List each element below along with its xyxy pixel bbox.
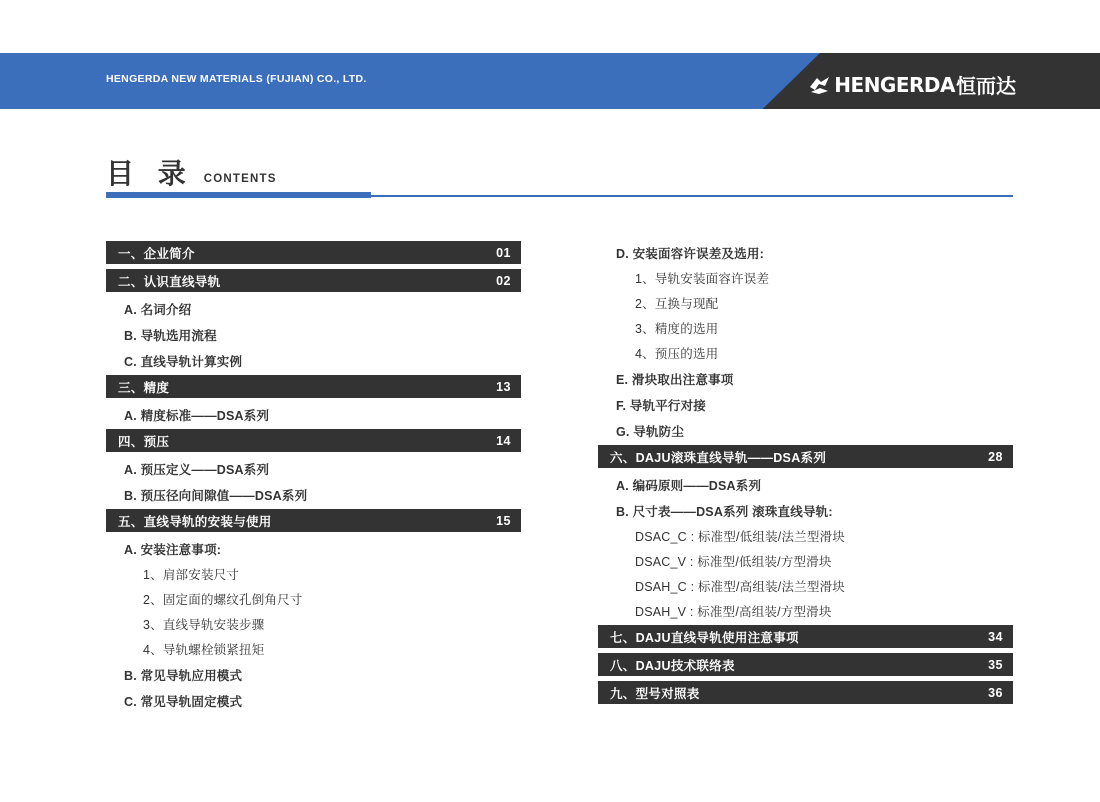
toc-section-label: 八、DAJU技术联络表: [610, 658, 735, 673]
brand-logo-latin: HENGERDA: [834, 72, 955, 97]
toc-section-bar[interactable]: [106, 509, 521, 532]
toc-subsection-item[interactable]: A. 编码原则——DSA系列: [616, 478, 762, 493]
toc-section-page-number: 35: [988, 657, 1003, 672]
title-thin-rule: [371, 195, 1013, 197]
toc-section-page-number: 02: [496, 273, 511, 288]
toc-section-label: 一、企业简介: [118, 246, 195, 261]
toc-section-page-number: 01: [496, 245, 511, 260]
toc-subitem[interactable]: 4、导轨螺栓锁紧扭矩: [143, 643, 265, 658]
toc-subitem[interactable]: DSAH_V : 标准型/高组装/方型滑块: [635, 605, 832, 620]
toc-subsection-item[interactable]: C. 常见导轨固定模式: [124, 694, 243, 709]
toc-section-page-number: 15: [496, 513, 511, 528]
toc-subsection-item[interactable]: D. 安装面容许误差及选用:: [616, 246, 764, 261]
toc-subsection-item[interactable]: C. 直线导轨计算实例: [124, 354, 243, 369]
toc-subitem[interactable]: 4、预压的选用: [635, 347, 719, 362]
toc-section-page-number: 14: [496, 433, 511, 448]
toc-subsection-item[interactable]: G. 导轨防尘: [616, 424, 685, 439]
page-title-chinese: 目 录: [106, 158, 194, 189]
toc-subsection-item[interactable]: B. 预压径向间隙值——DSA系列: [124, 488, 308, 503]
brand-logo-chinese: 恒而达: [956, 76, 1016, 98]
toc-section-label: 三、精度: [118, 380, 170, 395]
toc-section-bar[interactable]: [598, 653, 1013, 676]
toc-section-bar[interactable]: [106, 269, 521, 292]
eagle-logo-icon: [809, 75, 831, 95]
toc-subitem[interactable]: DSAC_V : 标准型/低组装/方型滑块: [635, 555, 832, 570]
toc-subitem[interactable]: 1、导轨安装面容许误差: [635, 272, 770, 287]
toc-subitem[interactable]: 3、直线导轨安装步骤: [143, 618, 265, 633]
toc-subsection-item[interactable]: B. 常见导轨应用模式: [124, 668, 243, 683]
toc-section-bar[interactable]: [106, 241, 521, 264]
toc-subitem[interactable]: 1、肩部安装尺寸: [143, 568, 240, 583]
toc-subitem[interactable]: DSAH_C : 标准型/高组装/法兰型滑块: [635, 580, 845, 595]
toc-subitem[interactable]: 2、固定面的螺纹孔倒角尺寸: [143, 593, 303, 608]
title-accent-rule: [106, 192, 371, 198]
page-header: [0, 53, 1100, 109]
toc-section-bar[interactable]: [598, 445, 1013, 468]
toc-section-page-number: 28: [988, 449, 1003, 464]
toc-subsection-item[interactable]: F. 导轨平行对接: [616, 398, 706, 413]
toc-subsection-item[interactable]: A. 安装注意事项:: [124, 542, 222, 557]
toc-section-label: 七、DAJU直线导轨使用注意事项: [610, 630, 799, 645]
toc-subitem[interactable]: 3、精度的选用: [635, 322, 719, 337]
toc-section-bar[interactable]: [598, 625, 1013, 648]
toc-section-page-number: 34: [988, 629, 1003, 644]
toc-subsection-item[interactable]: B. 尺寸表——DSA系列 滚珠直线导轨:: [616, 504, 833, 519]
toc-section-label: 四、预压: [118, 434, 170, 449]
page-title-english: CONTENTS: [203, 173, 277, 185]
toc-section-bar[interactable]: [106, 429, 521, 452]
brand-logo: [809, 70, 1016, 99]
toc-right-column: [598, 241, 1013, 709]
toc-section-bar[interactable]: [598, 681, 1013, 704]
toc-subsection-item[interactable]: A. 名词介绍: [124, 302, 192, 317]
toc-subitem[interactable]: 2、互换与现配: [635, 297, 719, 312]
toc-section-bar[interactable]: [106, 375, 521, 398]
toc-section-label: 五、直线导轨的安装与使用: [118, 514, 272, 529]
toc-subsection-item[interactable]: B. 导轨选用流程: [124, 328, 217, 343]
page-title: [106, 160, 277, 188]
toc-section-page-number: 36: [988, 685, 1003, 700]
toc-section-label: 二、认识直线导轨: [118, 274, 221, 289]
company-name: HENGERDA NEW MATERIALS (FUJIAN) CO., LTD.: [106, 73, 367, 85]
toc-subsection-item[interactable]: A. 预压定义——DSA系列: [124, 462, 270, 477]
toc-subitem[interactable]: DSAC_C : 标准型/低组装/法兰型滑块: [635, 530, 845, 545]
toc-section-label: 六、DAJU滚珠直线导轨——DSA系列: [610, 450, 827, 465]
toc-section-label: 九、型号对照表: [610, 686, 700, 701]
toc-subsection-item[interactable]: A. 精度标准——DSA系列: [124, 408, 270, 423]
toc-subsection-item[interactable]: E. 滑块取出注意事项: [616, 372, 734, 387]
toc-section-page-number: 13: [496, 379, 511, 394]
toc-left-column: [106, 241, 521, 715]
